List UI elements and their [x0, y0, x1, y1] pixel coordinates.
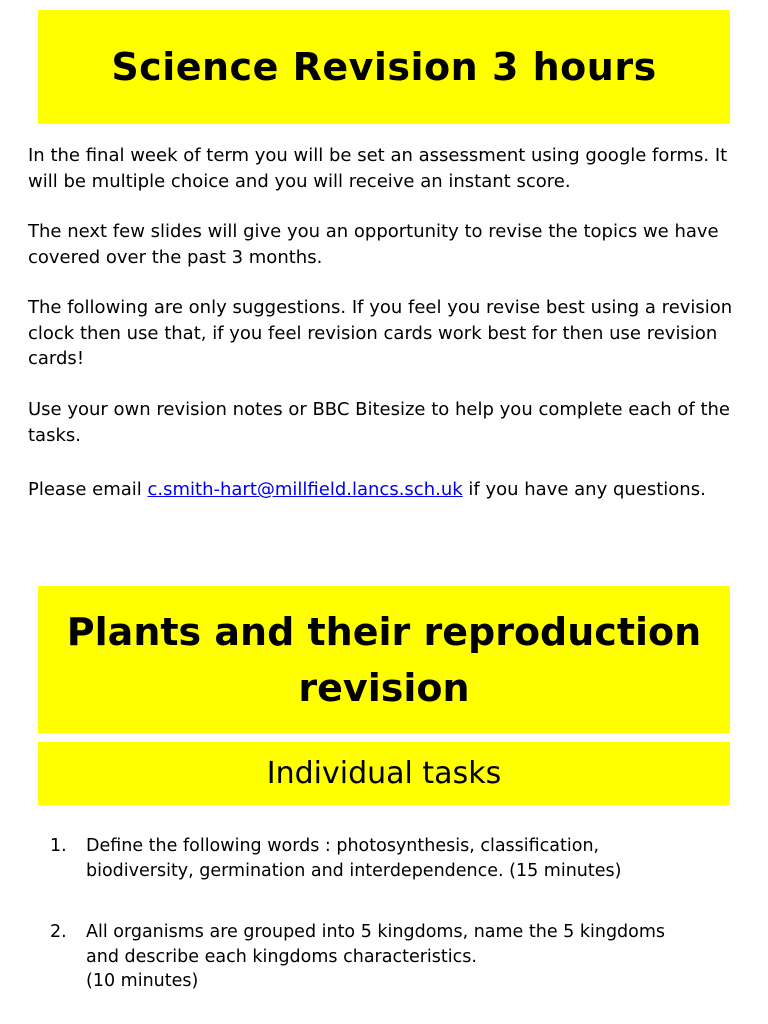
- section-title-line-2: revision: [298, 665, 470, 710]
- intro-paragraph-assessment: In the final week of term you will be set an assessment using google forms. It will be multiple choice and you will receive an instant score.: [28, 145, 728, 192]
- task-number: 1.: [50, 836, 67, 856]
- intro-paragraph-resources: Use your own revision notes or BBC Bitesize to help you complete each of the tasks.: [28, 399, 730, 446]
- task-text: All organisms are grouped into 5 kingdoms, name the 5 kingdoms and describe each kingdoms characteristics. (10 minutes): [86, 922, 666, 991]
- section-subtitle: Individual tasks: [266, 756, 502, 791]
- section-title-banner: [38, 586, 730, 733]
- task-item: [50, 920, 740, 994]
- email-link[interactable]: c.smith-hart@millfield.lancs.sch.uk: [147, 479, 463, 500]
- intro-paragraph-slides: The next few slides will give you an opportunity to revise the topics we have covered over the past 3 months.: [28, 221, 719, 268]
- title-banner: [38, 10, 730, 124]
- section-subtitle-banner: [38, 742, 730, 805]
- contact-text-after: if you have any questions.: [462, 479, 706, 500]
- intro-paragraph-suggestions: The following are only suggestions. If you feel you revise best using a revision clock then use that, if you feel revision cards work best for then use revision cards!: [28, 297, 733, 369]
- intro-paragraph-contact: [28, 474, 744, 505]
- contact-text-before: Please email: [28, 479, 148, 500]
- section-title: [67, 604, 701, 716]
- task-item: [50, 834, 740, 883]
- task-text: Define the following words : photosynthesis, classification, biodiversity, germination and interdependence. (15 minutes): [86, 836, 622, 881]
- task-number: 2.: [50, 922, 67, 942]
- section-title-line-1: Plants and their reproduction: [66, 609, 702, 654]
- page-title: Science Revision 3 hours: [111, 45, 657, 89]
